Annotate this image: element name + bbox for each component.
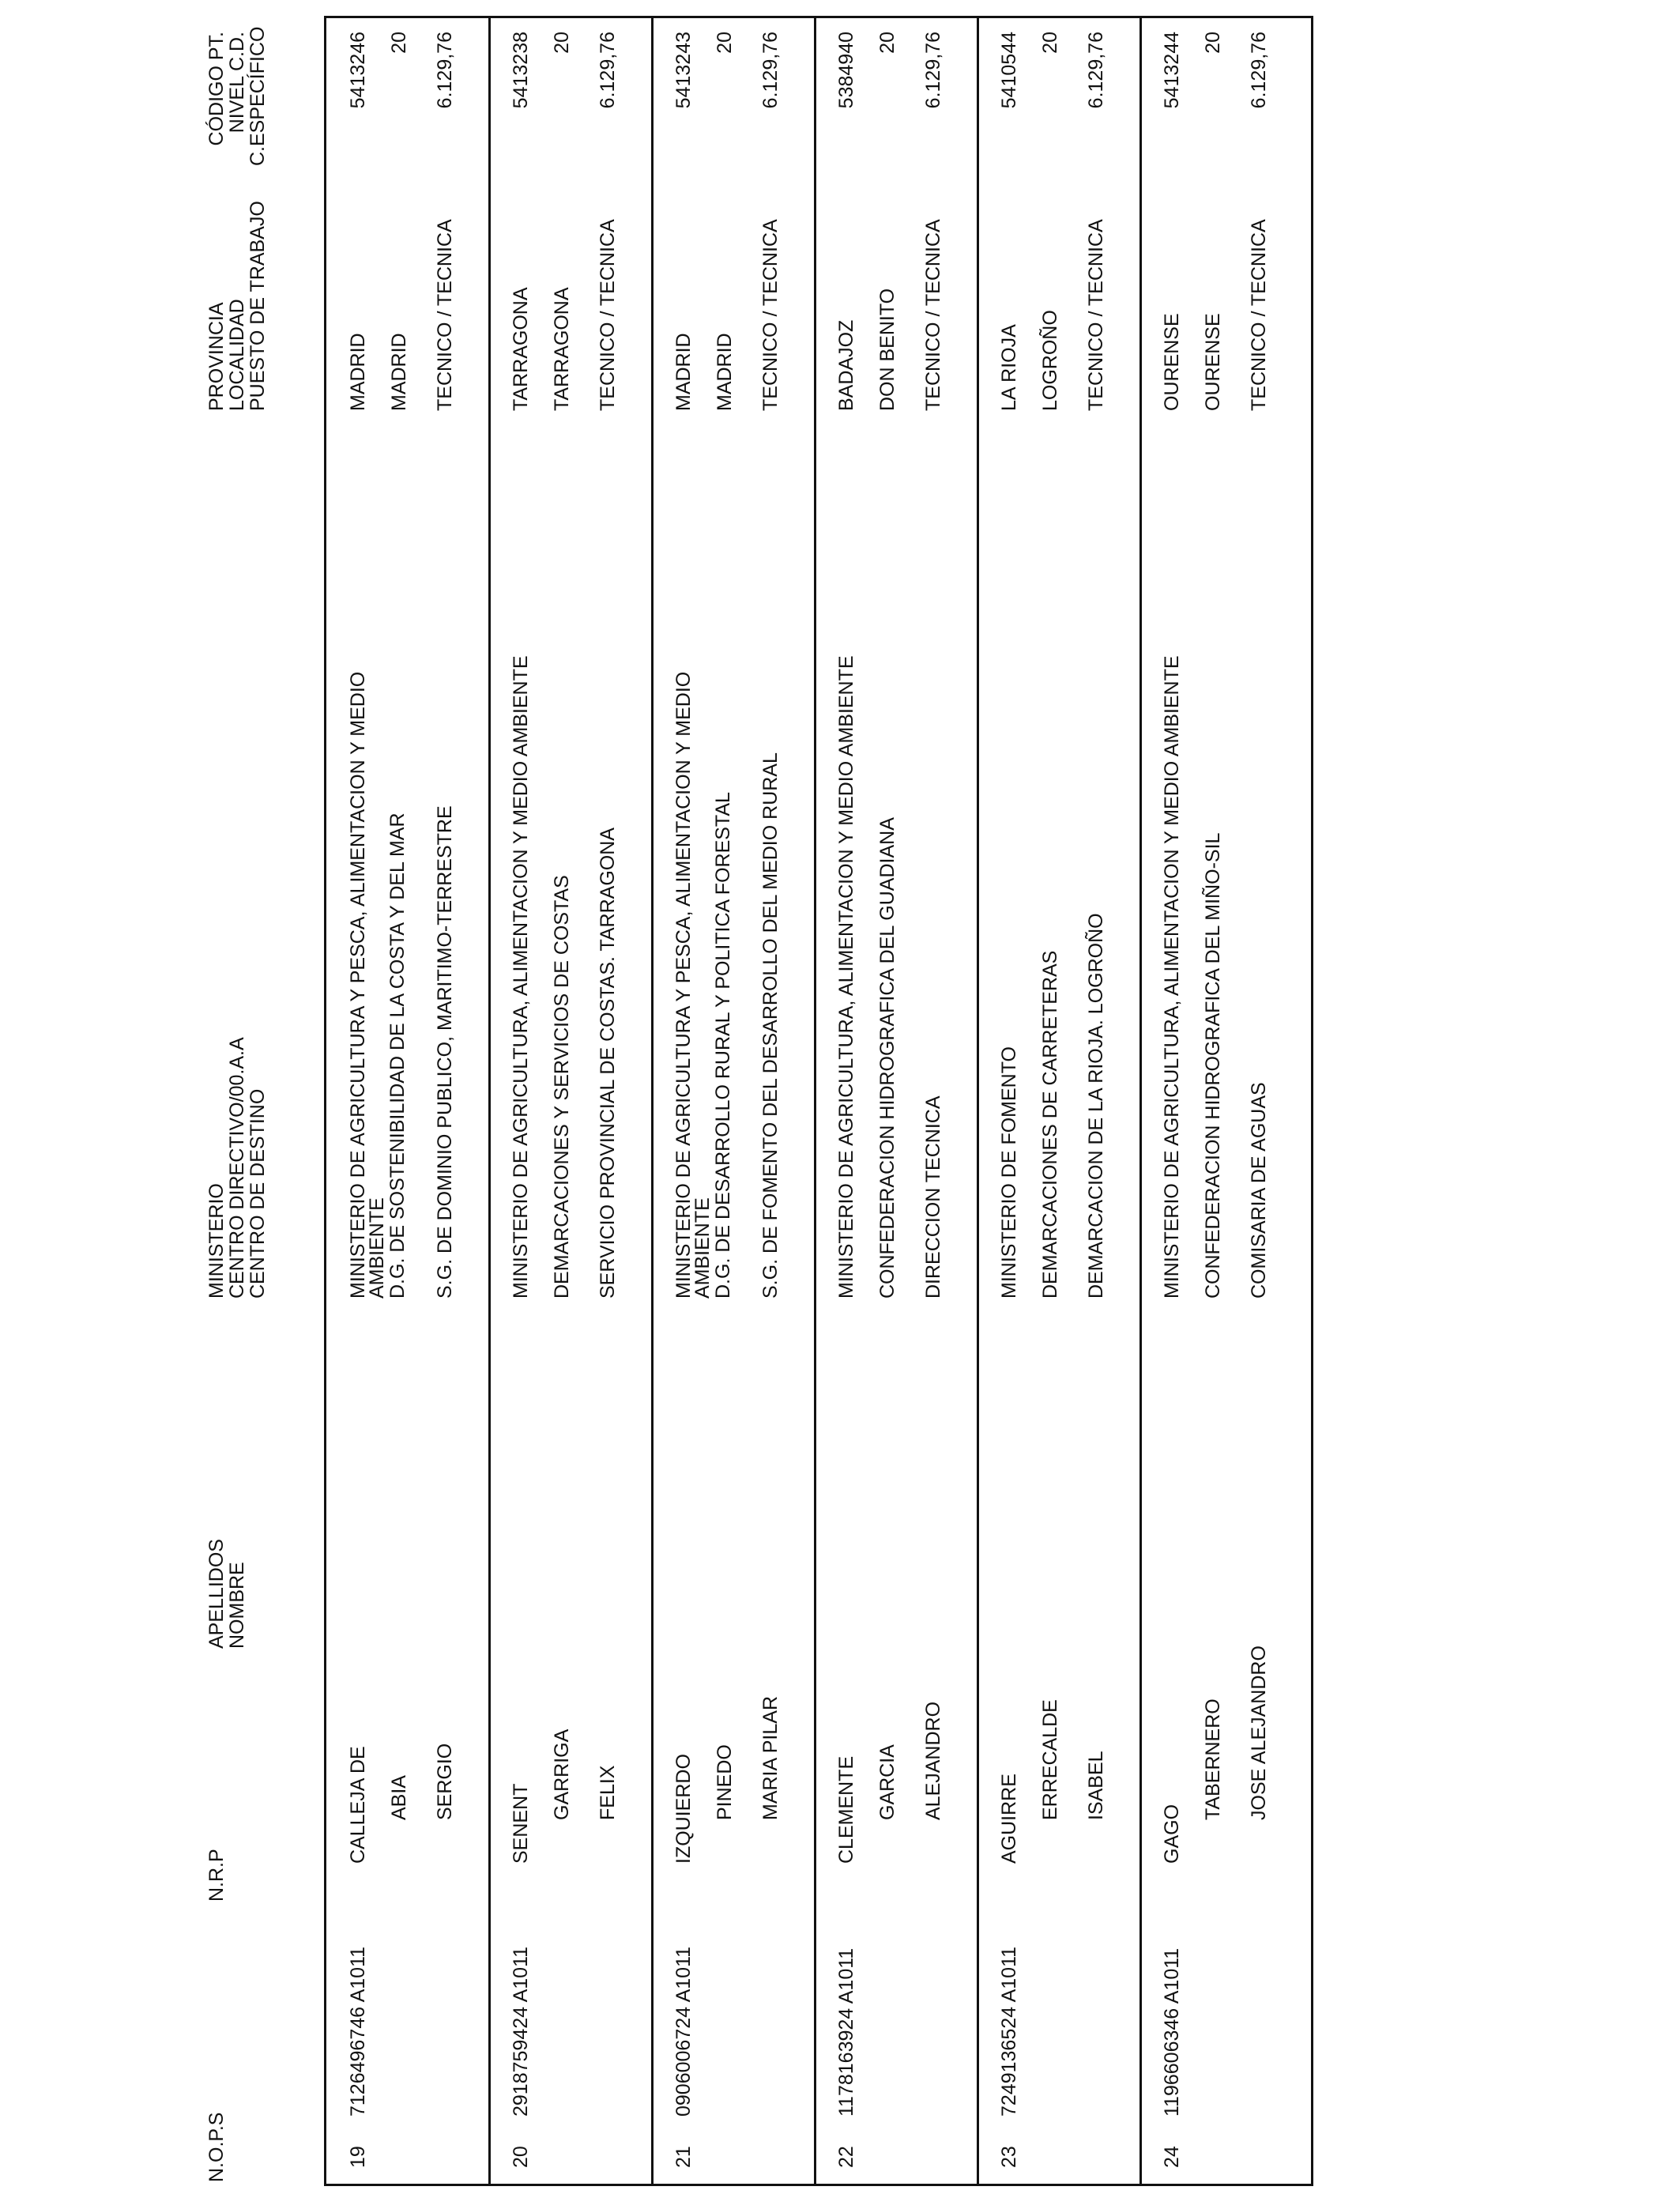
row-apellido-1: GAGO — [1161, 1804, 1183, 1864]
row-especifico: 6.129,76 — [759, 32, 782, 109]
row-centro-directivo: DEMARCACIONES DE CARRETERAS — [1039, 950, 1061, 1299]
row-puesto: TECNICO / TECNICA — [597, 219, 619, 411]
row-localidad: MADRID — [714, 333, 736, 411]
header-nombre: NOMBRE — [226, 1562, 248, 1649]
header-centro-destino: CENTRO DE DESTINO — [247, 1088, 269, 1299]
row-separator — [651, 18, 654, 2184]
row-nivel: 20 — [1202, 32, 1224, 54]
row-puesto: TECNICO / TECNICA — [759, 219, 782, 411]
row-codigo: 5413238 — [510, 32, 532, 109]
row-codigo: 5384940 — [835, 32, 857, 109]
row-centro-destino: S.G. DE FOMENTO DEL DESARROLLO DEL MEDIO RURAL — [759, 752, 782, 1299]
row-nrp: 1178163924 A1011 — [835, 1947, 857, 2117]
row-nivel: 20 — [551, 32, 573, 54]
row-centro-destino: DIRECCION TECNICA — [922, 1095, 944, 1299]
row-especifico: 6.129,76 — [1248, 32, 1270, 109]
row-centro-destino: S.G. DE DOMINIO PUBLICO, MARITIMO-TERRESTRE — [434, 805, 456, 1299]
header-especifico: C.ESPECÍFICO — [247, 26, 269, 166]
row-codigo: 5413244 — [1161, 32, 1183, 109]
row-centro-destino: SERVICIO PROVINCIAL DE COSTAS. TARRAGONA — [597, 827, 619, 1299]
row-puesto: TECNICO / TECNICA — [922, 219, 944, 411]
row-ministerio: MINISTERIO DE AGRICULTURA, ALIMENTACION Y MEDIO AMBIENTE — [510, 655, 532, 1299]
row-apellido-2: PINEDO — [714, 1744, 736, 1820]
row-nrp: 1196606346 A1011 — [1161, 1947, 1183, 2117]
row-apellido-2: TABERNERO — [1202, 1698, 1224, 1820]
row-localidad: DON BENITO — [876, 288, 898, 411]
row-puesto: TECNICO / TECNICA — [1248, 219, 1270, 411]
row-apellido-1: AGUIRRE — [998, 1774, 1020, 1864]
row-provincia: MADRID — [347, 333, 369, 411]
row-centro-directivo: D.G. DE SOSTENIBILIDAD DE LA COSTA Y DEL MAR — [386, 812, 409, 1299]
row-nivel: 20 — [1039, 32, 1061, 54]
row-centro-directivo: D.G. DE DESARROLLO RURAL Y POLITICA FORESTAL — [712, 792, 734, 1299]
row-puesto: TECNICO / TECNICA — [434, 219, 456, 411]
row-apellido-1: CALLEJA DE — [347, 1746, 369, 1864]
header-provincia: PROVINCIA — [205, 302, 228, 411]
row-ministerio: MINISTERIO DE AGRICULTURA Y PESCA, ALIMENTACION Y MEDIO — [347, 671, 369, 1299]
row-number: 23 — [998, 2146, 1020, 2168]
row-codigo: 5413246 — [347, 32, 369, 109]
row-codigo: 5410544 — [998, 32, 1020, 109]
row-localidad: TARRAGONA — [551, 287, 573, 411]
row-nivel: 20 — [714, 32, 736, 54]
row-provincia: BADAJOZ — [835, 319, 857, 411]
row-apellido-1: IZQUIERDO — [672, 1754, 695, 1864]
row-nrp: 7249136524 A1011 — [998, 1946, 1020, 2117]
row-nrp: 2918759424 A1011 — [510, 1946, 532, 2117]
row-apellido-2: GARCIA — [876, 1744, 898, 1820]
records-table — [324, 16, 1313, 2186]
row-apellido-1: SENENT — [510, 1783, 532, 1864]
header-centro-directivo: CENTRO DIRECTIVO/00.A.A — [226, 1037, 248, 1299]
row-ministerio: MINISTERIO DE FOMENTO — [998, 1046, 1020, 1299]
row-ministerio-cont: AMBIENTE — [366, 1197, 388, 1299]
row-nrp: 0906006724 A1011 — [672, 1946, 695, 2117]
row-apellido-2: ERRECALDE — [1039, 1699, 1061, 1820]
header-nivel: NIVEL C.D. — [226, 32, 248, 134]
row-nrp: 7126496746 A1011 — [347, 1946, 369, 2117]
row-apellido-2: GARRIGA — [551, 1728, 573, 1820]
header-puesto: PUESTO DE TRABAJO — [247, 201, 269, 411]
row-number: 19 — [347, 2146, 369, 2168]
row-ministerio: MINISTERIO DE AGRICULTURA Y PESCA, ALIMENTACION Y MEDIO — [672, 671, 695, 1299]
row-nombre: ALEJANDRO — [922, 1701, 944, 1820]
row-localidad: OURENSE — [1202, 313, 1224, 411]
row-centro-directivo: CONFEDERACION HIDROGRAFICA DEL MIÑO-SIL — [1202, 832, 1224, 1299]
row-localidad: LOGROÑO — [1039, 310, 1061, 411]
row-separator — [814, 18, 816, 2184]
row-nombre: FELIX — [597, 1765, 619, 1820]
header-codigo: CÓDIGO PT. — [205, 32, 228, 146]
row-nombre: ISABEL — [1085, 1751, 1107, 1820]
header-ministerio: MINISTERIO — [205, 1183, 228, 1299]
row-especifico: 6.129,76 — [1085, 32, 1107, 109]
row-provincia: MADRID — [672, 333, 695, 411]
row-codigo: 5413243 — [672, 32, 695, 109]
row-provincia: LA RIOJA — [998, 324, 1020, 411]
row-number: 24 — [1161, 2146, 1183, 2168]
row-separator — [1139, 18, 1142, 2184]
header-nops: N.O.P.S — [205, 2112, 228, 2182]
header-nrp: N.R.P — [205, 1849, 228, 1902]
row-nivel: 20 — [876, 32, 898, 54]
row-ministerio: MINISTERIO DE AGRICULTURA, ALIMENTACION Y MEDIO AMBIENTE — [1161, 655, 1183, 1299]
row-centro-destino: DEMARCACION DE LA RIOJA. LOGROÑO — [1085, 913, 1107, 1299]
row-number: 21 — [672, 2146, 695, 2168]
row-provincia: TARRAGONA — [510, 287, 532, 411]
row-nombre: SERGIO — [434, 1743, 456, 1820]
row-especifico: 6.129,76 — [597, 32, 619, 109]
row-nombre: MARIA PILAR — [759, 1696, 782, 1820]
row-separator — [488, 18, 491, 2184]
row-centro-destino: COMISARIA DE AGUAS — [1248, 1082, 1270, 1299]
row-nivel: 20 — [388, 32, 410, 54]
row-centro-directivo: DEMARCACIONES Y SERVICIOS DE COSTAS — [551, 875, 573, 1299]
row-apellido-1: CLEMENTE — [835, 1755, 857, 1864]
header-apellidos: APELLIDOS — [205, 1539, 228, 1649]
row-nombre: JOSE ALEJANDRO — [1248, 1646, 1270, 1820]
row-ministerio: MINISTERIO DE AGRICULTURA, ALIMENTACION Y MEDIO AMBIENTE — [835, 655, 857, 1299]
row-puesto: TECNICO / TECNICA — [1085, 219, 1107, 411]
row-provincia: OURENSE — [1161, 313, 1183, 411]
row-especifico: 6.129,76 — [434, 32, 456, 109]
row-localidad: MADRID — [388, 333, 410, 411]
row-separator — [977, 18, 979, 2184]
row-ministerio-cont: AMBIENTE — [691, 1197, 714, 1299]
header-localidad: LOCALIDAD — [226, 299, 248, 411]
row-especifico: 6.129,76 — [922, 32, 944, 109]
row-number: 20 — [510, 2146, 532, 2168]
row-apellido-2: ABIA — [388, 1775, 410, 1820]
row-centro-directivo: CONFEDERACION HIDROGRAFICA DEL GUADIANA — [876, 817, 898, 1299]
row-number: 22 — [835, 2146, 857, 2168]
